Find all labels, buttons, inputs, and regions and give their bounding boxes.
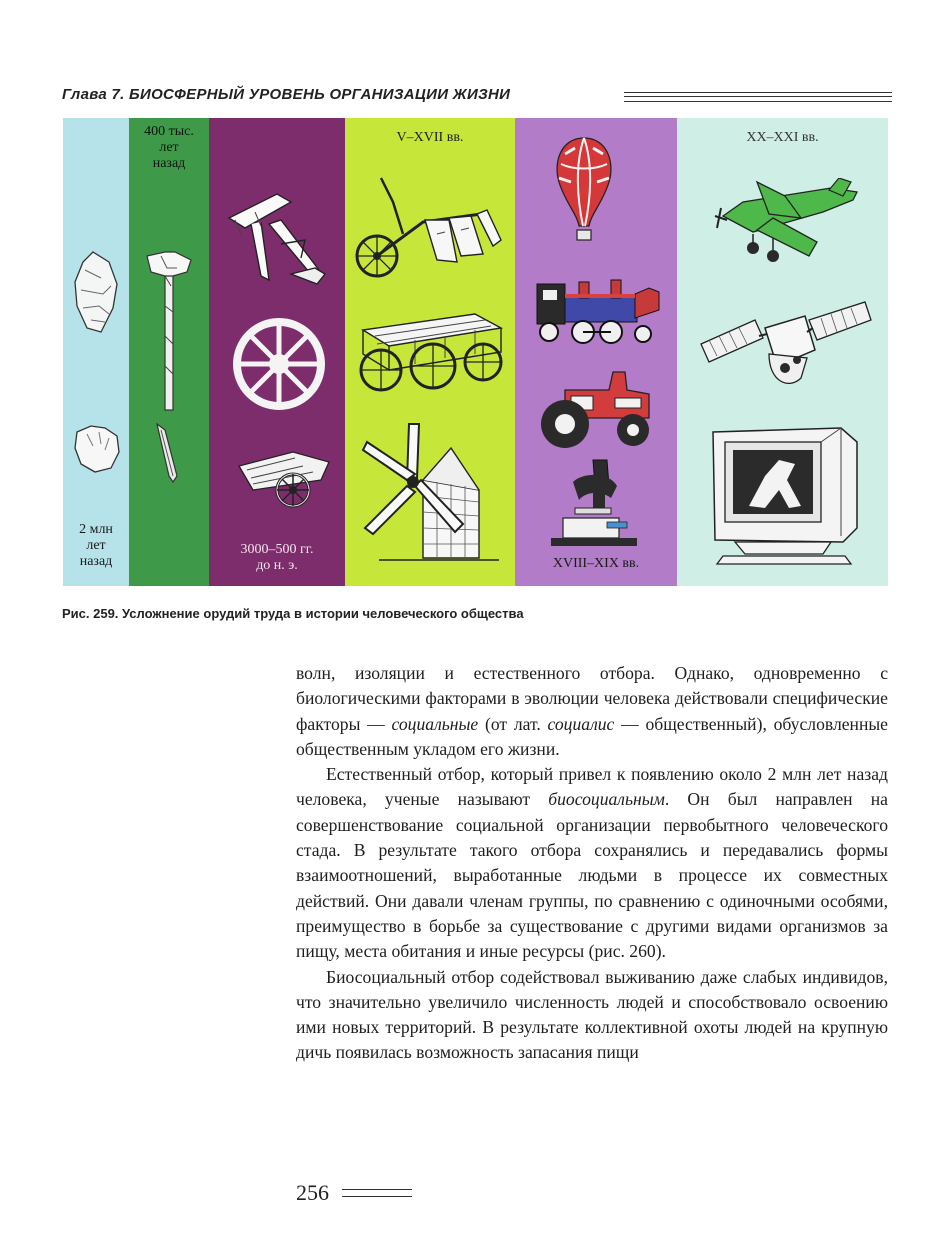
figure-caption-text: Усложнение орудий труда в истории человеческого общества — [118, 606, 524, 621]
body-text — [296, 661, 888, 1066]
paragraph-2 — [296, 762, 888, 964]
microscope-icon — [545, 456, 645, 548]
windmill-icon — [359, 420, 505, 570]
tractor-icon — [535, 368, 659, 452]
page-number: 256 — [296, 1180, 329, 1205]
wagon-icon — [355, 300, 505, 396]
column-2-million-years — [63, 118, 129, 586]
column-400-thousand-years — [129, 118, 209, 586]
airplane-icon — [713, 178, 863, 270]
stone-flake-icon — [71, 420, 123, 476]
term-social: социальные — [391, 713, 479, 734]
paragraph-1-part-b: (от лат. — [478, 713, 548, 734]
footer-rule — [342, 1189, 412, 1197]
paragraph-1-part-c: — общественный), обусловленные общественным укладом его жизни. — [296, 713, 888, 759]
paragraph-2-part-a: Естественный отбор, который привел к появлению около 2 млн лет назад человека, ученые называют — [296, 764, 888, 810]
period-label-5-17-centuries: V–XVII вв. — [396, 130, 464, 145]
hot-air-balloon-icon — [549, 134, 619, 246]
paragraph-2-part-b: . Он был направлен на совершенствование социальной организации первобытного человеческого стада. В результате такого отбора сохранялись и передавались формы взаимоотношений, выработанные людьми в процессе их совместных действий. Они давали членам группы, по сравнению с одиночными особями, преимущество в борьбе за существование с другими видами организмов за пищу, места обитания и иные ресурсы (рис. 260). — [296, 789, 888, 962]
column-3000-500-bc — [209, 118, 345, 586]
computer-monitor-icon — [705, 424, 861, 566]
wheeled-plow-icon — [353, 174, 503, 284]
cart-icon — [233, 440, 333, 512]
column-20-21-centuries — [677, 118, 888, 586]
chapter-header — [62, 86, 892, 110]
paragraph-1 — [296, 661, 888, 762]
period-label-3000-500-bc: 3000–500 гг. до н. э. — [240, 542, 314, 573]
spear-point-icon — [151, 420, 187, 488]
figure-caption — [62, 606, 524, 621]
tools-evolution-figure — [63, 118, 888, 586]
plow-icon — [221, 184, 331, 294]
period-label-400-thousand: 400 тыс. лет назад — [144, 124, 194, 171]
period-label-18-19-centuries: XVIII–XIX вв. — [552, 556, 640, 571]
column-18-19-centuries — [515, 118, 677, 586]
figure-caption-number: Рис. 259. — [62, 606, 119, 621]
header-rule — [624, 92, 892, 102]
paragraph-3: Биосоциальный отбор содействовал выживанию даже слабых индивидов, что значительно увеличило численность людей и способствовало освоению ими новых территорий. В результате коллективной охоты людей на крупную дичь появилась возможность запасания пищи — [296, 966, 888, 1063]
chapter-title: Глава 7. БИОСФЕРНЫЙ УРОВЕНЬ ОРГАНИЗАЦИИ ЖИЗНИ — [62, 86, 511, 103]
column-5-17-centuries — [345, 118, 515, 586]
term-biosocial: биосоциальным — [548, 789, 665, 810]
term-socialis: социалис — [547, 713, 615, 734]
steam-locomotive-icon — [531, 274, 665, 346]
wheel-icon — [231, 316, 327, 412]
stone-chopper-icon — [71, 248, 121, 338]
page-footer — [296, 1180, 416, 1204]
period-label-20-21-centuries: XX–XXI вв. — [746, 130, 819, 145]
satellite-icon — [697, 298, 875, 394]
period-label-2-million: 2 млн лет назад — [79, 522, 113, 569]
stone-axe-icon — [141, 246, 197, 416]
paragraph-1-part-a: волн, изоляции и естественного отбора. Однако, одновременно с биологическими факторами в эволюции человека действовали специфические факторы — — [296, 663, 888, 734]
